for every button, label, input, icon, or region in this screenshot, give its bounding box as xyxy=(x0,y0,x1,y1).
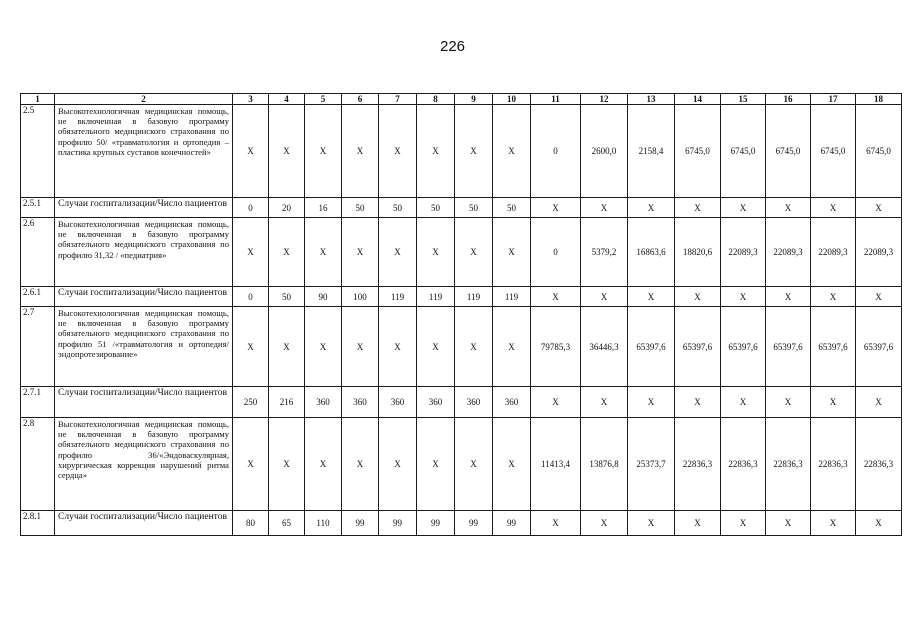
table-cell: X xyxy=(417,418,455,511)
table-cell: X xyxy=(766,287,811,307)
table-cell: 79785,3 xyxy=(531,307,581,387)
table-cell: X xyxy=(766,387,811,418)
table-cell: X xyxy=(342,418,379,511)
table-cell: X xyxy=(269,418,305,511)
table-row xyxy=(21,198,902,218)
table-cell: X xyxy=(455,307,493,387)
table-cell: 22089,3 xyxy=(811,218,856,287)
table-cell: 65397,6 xyxy=(811,307,856,387)
column-number-6: 6 xyxy=(342,94,379,105)
row-description: Случаи госпитализации/Число пациентов xyxy=(55,387,233,418)
column-number-17: 17 xyxy=(811,94,856,105)
table-cell: X xyxy=(675,387,721,418)
table-cell: 22089,3 xyxy=(766,218,811,287)
table-cell: X xyxy=(721,511,766,536)
table-cell: 65397,6 xyxy=(628,307,675,387)
table-cell: 216 xyxy=(269,387,305,418)
column-number-11: 11 xyxy=(531,94,581,105)
table-cell: X xyxy=(305,307,342,387)
table-cell: X xyxy=(811,387,856,418)
table-cell: X xyxy=(493,218,531,287)
column-number-3: 3 xyxy=(233,94,269,105)
table-cell: 22836,3 xyxy=(811,418,856,511)
table-cell: 90 xyxy=(305,287,342,307)
table-cell: X xyxy=(305,218,342,287)
row-code: 2.6 xyxy=(21,218,55,287)
table-cell: 6745,0 xyxy=(721,105,766,198)
row-description: Высокотехнологичная медицинская помощь, не включенная в базовую программу обязательного медицинского страхования по профилю 51 /«травматология и ортопедия/эндопротезирование» xyxy=(55,307,233,387)
row-code: 2.8 xyxy=(21,418,55,511)
table-cell: X xyxy=(417,218,455,287)
table-cell: X xyxy=(305,418,342,511)
table-cell: X xyxy=(811,511,856,536)
table-cell: 0 xyxy=(233,198,269,218)
row-description: Случаи госпитализации/Число пациентов xyxy=(55,198,233,218)
table-cell: X xyxy=(531,198,581,218)
table-cell: 65 xyxy=(269,511,305,536)
table-cell: 22836,3 xyxy=(675,418,721,511)
column-number-10: 10 xyxy=(493,94,531,105)
table-cell: X xyxy=(811,198,856,218)
row-description: Высокотехнологичная медицинская помощь, не включенная в базовую программу обязательного медицинского страхования по профилю 50/ «травматология и ортопедия – пластика крупных суставов конечностей» xyxy=(55,105,233,198)
table-cell: 22089,3 xyxy=(856,218,902,287)
table-cell: 100 xyxy=(342,287,379,307)
table-cell: 50 xyxy=(455,198,493,218)
table-cell: X xyxy=(379,218,417,287)
row-code: 2.5 xyxy=(21,105,55,198)
table-cell: X xyxy=(675,198,721,218)
table-row xyxy=(21,387,902,418)
table-cell: 16 xyxy=(305,198,342,218)
table-cell: X xyxy=(417,307,455,387)
table-cell: X xyxy=(233,307,269,387)
page-number: 226 xyxy=(439,38,466,55)
table-cell: X xyxy=(531,287,581,307)
column-number-5: 5 xyxy=(305,94,342,105)
table-cell: 2158,4 xyxy=(628,105,675,198)
column-number-14: 14 xyxy=(675,94,721,105)
table-cell: 360 xyxy=(455,387,493,418)
table-cell: X xyxy=(379,418,417,511)
table-cell: 50 xyxy=(342,198,379,218)
table-cell: 22836,3 xyxy=(856,418,902,511)
table-cell: X xyxy=(493,418,531,511)
row-code: 2.5.1 xyxy=(21,198,55,218)
table-cell: X xyxy=(269,307,305,387)
row-code: 2.8.1 xyxy=(21,511,55,536)
table-cell: 119 xyxy=(379,287,417,307)
table-cell: X xyxy=(721,387,766,418)
table-cell: X xyxy=(233,218,269,287)
table-cell: 360 xyxy=(305,387,342,418)
row-description: Высокотехнологичная медицинская помощь, не включенная в базовую программу обязательного медицинского страхования по профилю 31,32 / «педиатрия» xyxy=(55,218,233,287)
table-cell: 25373,7 xyxy=(628,418,675,511)
table-cell: 20 xyxy=(269,198,305,218)
column-number-13: 13 xyxy=(628,94,675,105)
table-cell: 6745,0 xyxy=(675,105,721,198)
row-description: Случаи госпитализации/Число пациентов xyxy=(55,511,233,536)
table-row xyxy=(21,418,902,511)
table-cell: X xyxy=(379,307,417,387)
table-cell: 0 xyxy=(531,218,581,287)
table-cell: 50 xyxy=(379,198,417,218)
header-row xyxy=(21,94,902,105)
column-number-12: 12 xyxy=(581,94,628,105)
table-cell: X xyxy=(581,198,628,218)
table-cell: 99 xyxy=(342,511,379,536)
table-cell: X xyxy=(675,287,721,307)
table-cell: 119 xyxy=(493,287,531,307)
table-cell: X xyxy=(233,418,269,511)
table-cell: 5379,2 xyxy=(581,218,628,287)
table-cell: 22836,3 xyxy=(721,418,766,511)
table-cell: X xyxy=(628,511,675,536)
column-number-4: 4 xyxy=(269,94,305,105)
table-cell: 250 xyxy=(233,387,269,418)
table-cell: 80 xyxy=(233,511,269,536)
table-cell: X xyxy=(581,387,628,418)
table-row xyxy=(21,218,902,287)
column-number-15: 15 xyxy=(721,94,766,105)
table-cell: 65397,6 xyxy=(766,307,811,387)
table-cell: 50 xyxy=(269,287,305,307)
table-row xyxy=(21,287,902,307)
table-cell: X xyxy=(581,287,628,307)
table-cell: X xyxy=(856,387,902,418)
row-code: 2.7.1 xyxy=(21,387,55,418)
table-cell: 36446,3 xyxy=(581,307,628,387)
table-cell: X xyxy=(342,105,379,198)
column-number-8: 8 xyxy=(417,94,455,105)
table-cell: X xyxy=(721,287,766,307)
table-cell: X xyxy=(305,105,342,198)
table-row xyxy=(21,307,902,387)
table-cell: X xyxy=(675,511,721,536)
column-number-16: 16 xyxy=(766,94,811,105)
table-cell: X xyxy=(811,287,856,307)
table-cell: X xyxy=(856,198,902,218)
table-cell: 11413,4 xyxy=(531,418,581,511)
table-cell: 6745,0 xyxy=(856,105,902,198)
table-cell: 65397,6 xyxy=(856,307,902,387)
row-code: 2.6.1 xyxy=(21,287,55,307)
table-cell: 0 xyxy=(233,287,269,307)
table-cell: X xyxy=(269,105,305,198)
table-cell: X xyxy=(766,198,811,218)
table-cell: X xyxy=(628,387,675,418)
row-description: Случаи госпитализации/Число пациентов xyxy=(55,287,233,307)
table-cell: 360 xyxy=(493,387,531,418)
table-cell: X xyxy=(531,511,581,536)
table-cell: 99 xyxy=(493,511,531,536)
table-cell: 50 xyxy=(417,198,455,218)
table-cell: 2600,0 xyxy=(581,105,628,198)
table-cell: X xyxy=(493,105,531,198)
table-cell: 360 xyxy=(379,387,417,418)
table-cell: X xyxy=(531,387,581,418)
column-number-9: 9 xyxy=(455,94,493,105)
table-cell: 22089,3 xyxy=(721,218,766,287)
table-cell: X xyxy=(342,218,379,287)
column-number-18: 18 xyxy=(856,94,902,105)
table-cell: X xyxy=(766,511,811,536)
table-cell: X xyxy=(269,218,305,287)
row-code: 2.7 xyxy=(21,307,55,387)
table-cell: 65397,6 xyxy=(721,307,766,387)
table-cell: 119 xyxy=(417,287,455,307)
table-row xyxy=(21,105,902,198)
table-cell: X xyxy=(856,511,902,536)
table-cell: 50 xyxy=(493,198,531,218)
table-cell: 110 xyxy=(305,511,342,536)
row-description: Высокотехнологичная медицинская помощь, не включенная в базовую программу обязательного медицинского страхования по профилю 36/«Эндоваскулярная, хирургическая коррекция нарушений ритма сердца» xyxy=(55,418,233,511)
table-cell: 22836,3 xyxy=(766,418,811,511)
table-cell: 119 xyxy=(455,287,493,307)
table-row xyxy=(21,511,902,536)
table-cell: X xyxy=(417,105,455,198)
budget-table xyxy=(20,93,902,536)
column-number-2: 2 xyxy=(55,94,233,105)
table-cell: X xyxy=(721,198,766,218)
table-cell: X xyxy=(379,105,417,198)
table-cell: X xyxy=(581,511,628,536)
table-cell: X xyxy=(455,218,493,287)
table-cell: X xyxy=(455,418,493,511)
table-cell: 0 xyxy=(531,105,581,198)
table-cell: 13876,8 xyxy=(581,418,628,511)
table-cell: 65397,6 xyxy=(675,307,721,387)
table-cell: X xyxy=(856,287,902,307)
table-cell: X xyxy=(233,105,269,198)
table-cell: 360 xyxy=(417,387,455,418)
table-cell: 360 xyxy=(342,387,379,418)
table-cell: X xyxy=(455,105,493,198)
table-cell: X xyxy=(628,198,675,218)
table-cell: 99 xyxy=(379,511,417,536)
table-cell: 16863,6 xyxy=(628,218,675,287)
column-number-1: 1 xyxy=(21,94,55,105)
table-cell: 6745,0 xyxy=(811,105,856,198)
table-cell: 99 xyxy=(455,511,493,536)
column-number-7: 7 xyxy=(379,94,417,105)
table-cell: 18820,6 xyxy=(675,218,721,287)
table-cell: X xyxy=(628,287,675,307)
table-cell: 99 xyxy=(417,511,455,536)
table-cell: X xyxy=(493,307,531,387)
table-cell: X xyxy=(342,307,379,387)
table-cell: 6745,0 xyxy=(766,105,811,198)
